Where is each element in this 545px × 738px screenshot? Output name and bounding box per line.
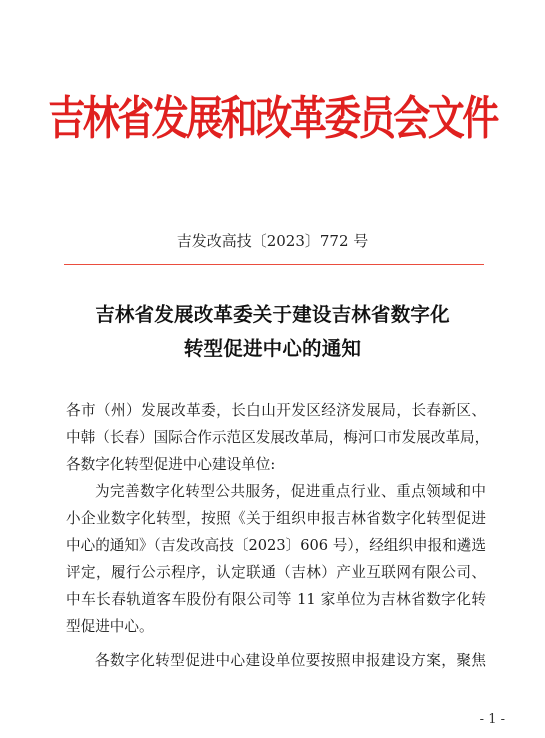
document-body: [66, 397, 490, 674]
addressee-line-1: 各市（州）发展改革委，长白山开发区经济发展局，长春新区、: [66, 402, 486, 419]
document-title-line-1: 吉林省发展改革委关于建设吉林省数字化: [95, 303, 450, 326]
document-title: [0, 298, 545, 366]
addressee-line-2: 中韩（长春）国际合作示范区发展改革局，梅河口市发展改革局，: [66, 429, 490, 446]
document-number: 吉发改高技〔2023〕772 号: [176, 232, 369, 250]
paragraph-1-line-5: 中车长春轨道客车股份有限公司等 11 家单位为吉林省数字化转: [66, 591, 486, 608]
document-title-line-2: 转型促进中心的通知: [183, 337, 362, 360]
paragraph-1-line-1: 为完善数字化转型公共服务，促进重点行业、重点领域和中: [95, 483, 486, 500]
red-separator-line: [64, 264, 484, 265]
paragraph-2-line-1: 各数字化转型促进中心建设单位要按照申报建设方案，聚焦: [95, 652, 486, 669]
paragraph-1-line-2: 小企业数字化转型，按照《关于组织申报吉林省数字化转型促进: [66, 510, 486, 527]
addressee-line-3: 各数字化转型促进中心建设单位:: [66, 456, 276, 473]
page-number: - 1 -: [479, 712, 505, 727]
paragraph-1-line-4: 评定，履行公示程序，认定联通（吉林）产业互联网有限公司、: [66, 564, 486, 581]
masthead-title: 吉林省发展和改革委员会文件: [48, 90, 497, 145]
paragraph-1-line-3: 中心的通知》（吉发改高技〔2023〕606 号），经组织申报和遴选: [66, 537, 486, 554]
paragraph-1-line-6: 型促进中心。: [66, 618, 154, 635]
